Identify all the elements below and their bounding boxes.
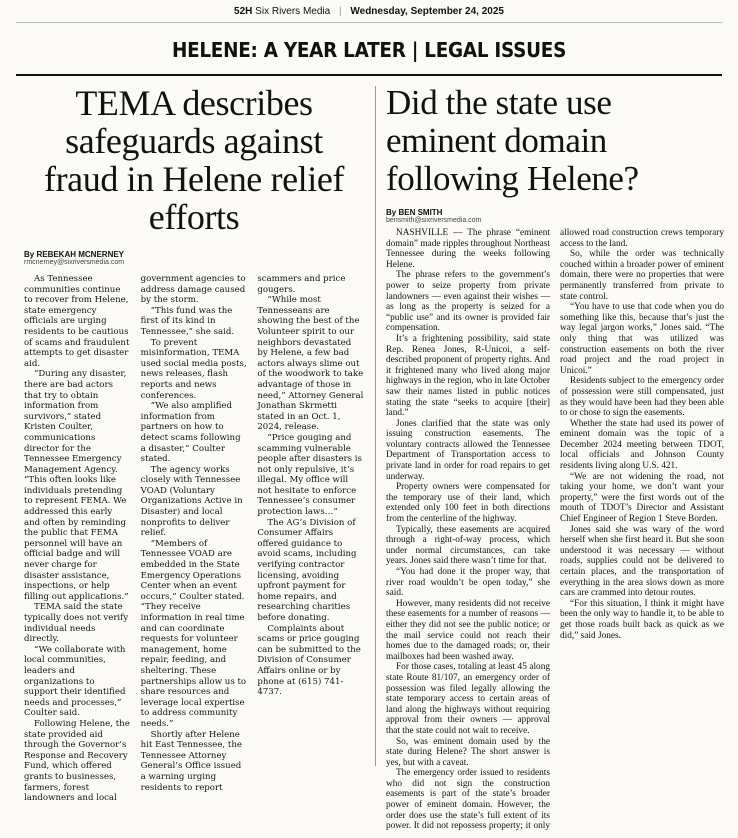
left-byline: By REBEKAH MCNERNEY: [24, 250, 125, 259]
paragraph: “While most Tennesseans are showing the best of the Volunteer spirit to our neighbors devastated by Helene, a few bad actors always slime out of the woodwork to take advantage of those in need,” Attorney General Jonathan Skrmetti stated in an Oct. 1, 2024, release.: [257, 295, 364, 433]
paragraph: Shortly after Helene hit East Tennessee, the Tennessee Attorney General’s Office issued a warning urging residents to report scammers and price gougers.: [140, 274, 346, 793]
paragraph: However, many residents did not receive these easements for a number of reasons — either they did not see the public notice; or the mail service could not reach their homes due to the damaged roads; or, their mailboxes had been washed away.: [386, 598, 550, 662]
paragraph: “You had done it the proper way, that river road wouldn’t be open today,” she said.: [386, 567, 550, 599]
paragraph: Following Helene, the state provided aid through the Governor’s Response and Recovery Fund, which offered grants to businesses, farmers, forest landowners and local government agencies to address damage caused by the storm.: [24, 274, 246, 804]
left-story-body: [24, 274, 364, 814]
paragraph: “Members of Tennessee VOAD are embedded in the State Emergency Operations Center when an event occurs,” Coulter stated. “They receive information in real time and can coordinate requests for volunteer management, home repair, feeding, and sheltering. These partnerships allow us to share resources and leverage local expertise to address community needs.”: [140, 538, 247, 729]
paragraph: The agency works closely with Tennessee VOAD (Voluntary Organizations Active in Disaster) and local nonprofits to deliver relief.: [140, 464, 243, 539]
page-number: 52H: [234, 6, 253, 17]
left-byline-email: rmcnerney@sixriversmedia.com: [24, 259, 125, 266]
paragraph: So, was eminent domain used by the state during Helene? The short answer is yes, but with a caveat.: [386, 736, 550, 768]
paragraph: Jones said she was wary of the word herself when she first heard it. But she soon understood it was necessary — without roads, supplies could not be delivered to certain places, and the transportation of everything in the area slows down as more cars are crammed into detour routes.: [560, 524, 724, 599]
paragraph: “This fund was the first of its kind in Tennessee,” she said.: [140, 305, 235, 337]
paragraph: Residents subject to the emergency order of possession were still compensated, just as they would have been had they been able to or chose to sign the easements.: [560, 376, 724, 419]
right-story: [386, 84, 724, 838]
story-divider: [375, 86, 376, 766]
paragraph: “Price gouging and scamming vulnerable people after disasters is not only repulsive, it’s illegal. My office will not hesitate to enforce Tennessee’s consumer protection laws…”: [257, 432, 362, 518]
paragraph: Jones clarified that the state was only issuing construction easements. The voluntary contracts allowed the Tennessee Department of Transportation access to private land in order for road repairs to get underway.: [386, 418, 550, 482]
left-headline: TEMA describes safeguards against fraud in Helene relief efforts: [43, 83, 345, 237]
section-rule: [16, 74, 722, 76]
paragraph: To prevent misinformation, TEMA used social media posts, news releases, flash reports and news conferences.: [140, 337, 247, 401]
paragraph: Complaints about scams or price gouging can be submitted to the Division of Consumer Affairs online or by phone at (615) 741-4737.: [257, 623, 361, 698]
paragraph: Whether the state had used its power of eminent domain was the topic of a December 2024 meeting between TDOT, local officials and Johnson County residents living along U.S. 421.: [560, 418, 724, 472]
publication-name: Six Rivers Media: [255, 6, 331, 17]
left-story: [24, 84, 364, 814]
paragraph: As Tennessee communities continue to recover from Helene, state emergency officials are urging residents to be cautious of scams and fraudulent attempts to get disaster aid.: [24, 274, 130, 369]
paragraph: “For this situation, I think it might have been the only way to handle it, to be able to get those roads built back as quick as we did,” said Jones.: [560, 598, 724, 641]
paragraph: For those cases, totaling at least 45 along state Route 81/107, an emergency order of possession was filed legally allowing the state temporary access to certain areas of land along the highways without requiring approval from their owners — approval that the state could not wait to receive.: [386, 662, 550, 736]
paragraph: The emergency order issued to residents who did not sign the construction easements is part of the state’s broader power of eminent domain. However, the order does use the state’s full extent of its power. It did not repossess property; it only allowed road construction crews temporary access to the land.: [386, 228, 724, 832]
paragraph: “During any disaster, there are bad actors that try to obtain information from survivors,” stated Kristen Coulter, communications director for the Tennessee Emergency Management Agency. “This often looks like individuals pretending to represent FEMA. We addressed this early and often by reminding the public that FEMA personnel will have an official badge and will never charge for disaster assistance, inspections, or help filling out applications.”: [24, 369, 129, 602]
paragraph: Typically, these easements are acquired through a right-of-way process, which under normal circumstances, can take years. Jones said there wasn’t time for that.: [386, 524, 550, 567]
folio-rule: [16, 22, 722, 23]
paragraph: TEMA said the state typically does not verify individual needs directly.: [24, 602, 129, 645]
paragraph: “You have to use that code when you do something like this, because that’s just the way legal jargon works,” Jones said. “The only thing that was utilized was construction easements on both the river road project and the road project in Unicoi.”: [560, 302, 724, 376]
paragraph: NASHVILLE — The phrase “eminent domain” made ripples throughout Northeast Tennessee during the weeks following Helene.: [386, 228, 550, 270]
publication-date: Wednesday, September 24, 2025: [350, 6, 504, 17]
paragraph: “We also amplified information from partners on how to detect scams following a disaster,” Coulter stated.: [140, 401, 241, 465]
folio: [0, 6, 738, 17]
paragraph: The AG’s Division of Consumer Affairs offered guidance to avoid scams, including verifying contractor licensing, avoiding upfront payment for home repairs, and researching charities before donating.: [257, 517, 357, 623]
paragraph: So, while the order was technically couched within a broader power of eminent domain, there were no properties that were permanently transferred from private to state control.: [560, 249, 724, 302]
folio-separator: |: [338, 6, 342, 17]
paragraph: “We collaborate with local communities, leaders and organizations to support their identified needs and processes,” Coulter said.: [24, 644, 126, 719]
paragraph: “We are not widening the road, not taking your home, we don’t want your property,” were the first words out of the mouth of TDOT’s Director and Assistant Chief Engineer of Region 1 Steve Borden.: [560, 471, 724, 525]
right-byline: By BEN SMITH: [386, 208, 443, 217]
paragraph: The phrase refers to the government’s power to seize property from private landowners — even against their wishes — as long as the property is seized for a “public use” and its owner is provided fair compensation.: [386, 270, 550, 334]
paragraph: It’s a frightening possibility, said state Rep. Renea Jones, R-Unicoi, a self-described proponent of property rights. And it frightened many who lived along major highways in the region, who in late October saw their names listed in public notices stating the state “seeks to acquire [their] land.”: [386, 333, 550, 419]
right-byline-email: bensmith@sixriversmedia.com: [386, 217, 482, 224]
right-headline: Did the state use eminent domain following Helene?: [386, 83, 639, 198]
right-story-body: [386, 228, 724, 838]
paragraph: Property owners were compensated for the temporary use of their land, which extended only 100 feet in both directions from the centerline of the highway.: [386, 482, 550, 525]
section-header: HELENE: A YEAR LATER | LEGAL ISSUES: [171, 38, 567, 62]
